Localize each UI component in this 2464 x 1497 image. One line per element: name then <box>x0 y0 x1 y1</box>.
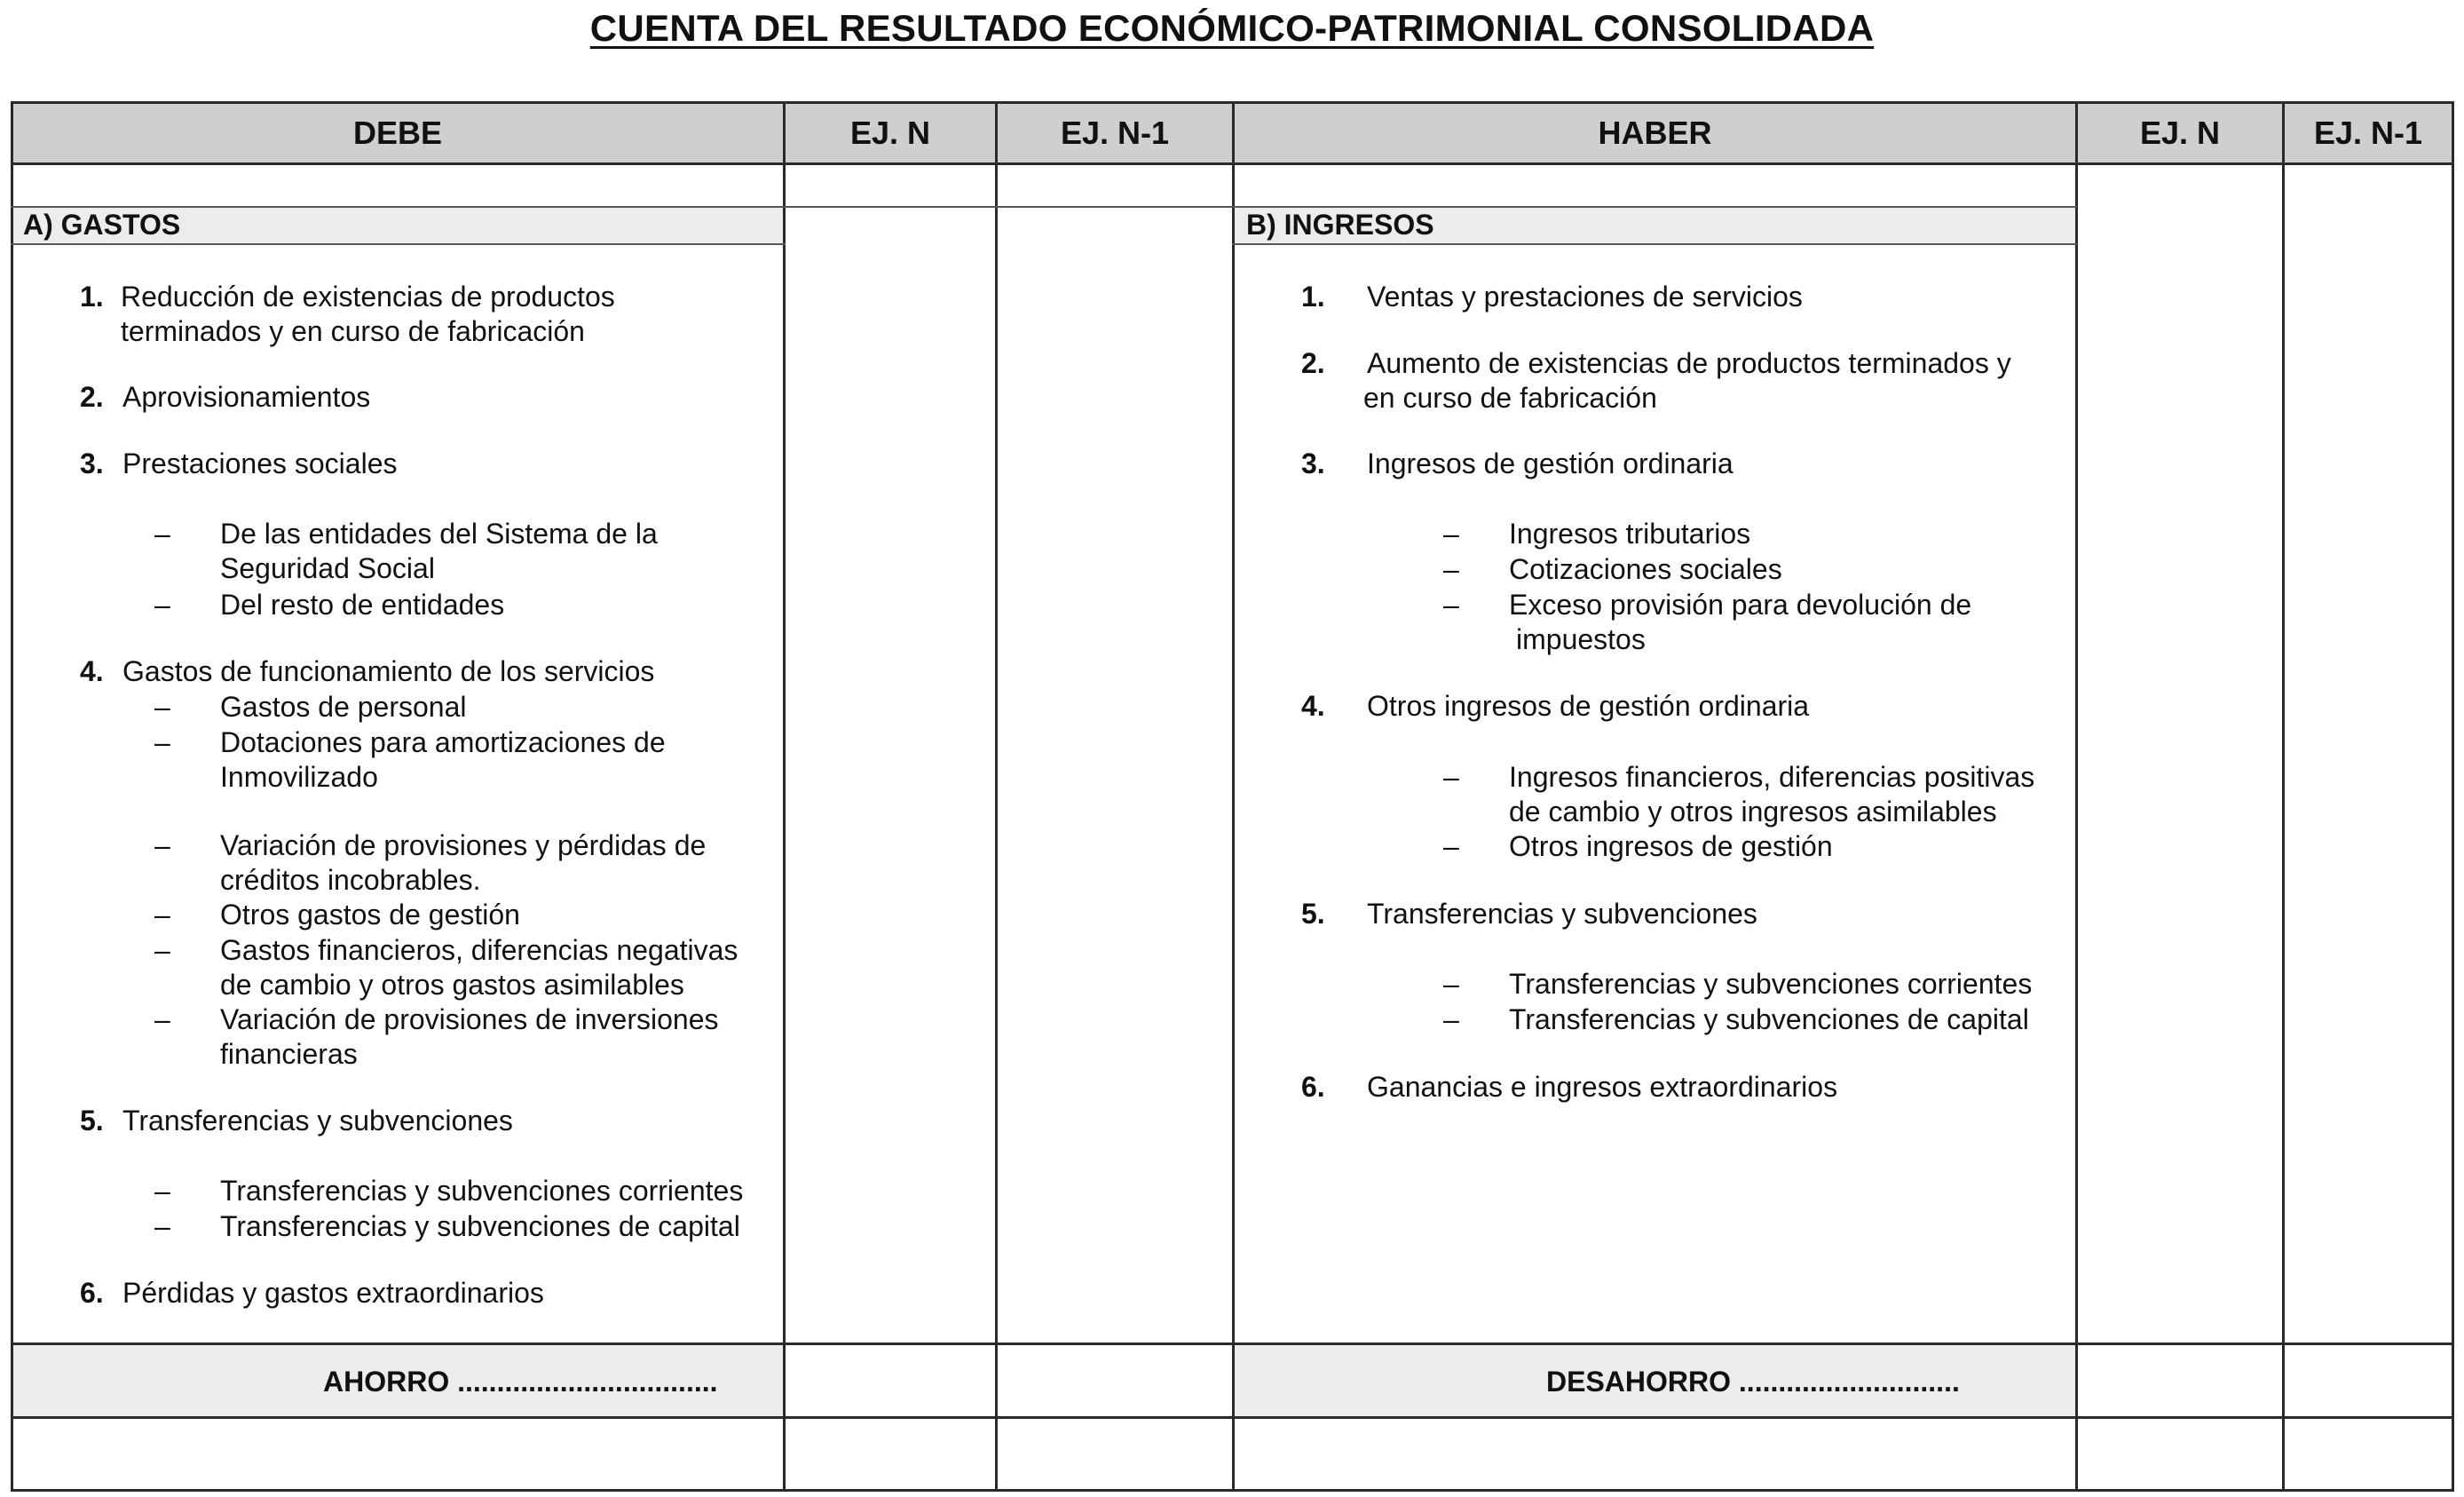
subitem-label: impuestos <box>1516 623 1646 655</box>
dash-bullet: – <box>1443 968 1459 1000</box>
dash-bullet: – <box>154 726 170 758</box>
dash-bullet: – <box>154 518 170 550</box>
header-ej-n-right: EJ. N <box>2139 115 2221 151</box>
subitem-label: financieras <box>220 1038 358 1070</box>
item-number: 3. <box>80 448 104 479</box>
subitem-label: Exceso provisión para devolución de <box>1509 589 1972 621</box>
item-number: 4. <box>1301 690 1325 722</box>
subitem-label: de cambio y otros ingresos asimilables <box>1509 796 1997 828</box>
grid-hline <box>11 206 2077 208</box>
grid-vline <box>2452 101 2454 1492</box>
subitem-label: Dotaciones para amortizaciones de <box>220 726 666 758</box>
ahorro-label: AHORRO ................................. <box>323 1365 718 1398</box>
subitem-label: Variación de provisiones y pérdidas de <box>220 829 707 861</box>
grid-vline <box>2282 101 2285 1492</box>
subitem-label: Gastos de personal <box>220 691 467 723</box>
item-number: 1. <box>1301 281 1325 313</box>
dash-bullet: – <box>1443 553 1459 585</box>
item-number: 1. <box>80 281 104 313</box>
dash-bullet: – <box>154 589 170 621</box>
item-label: Otros ingresos de gestión ordinaria <box>1367 690 1810 722</box>
subitem-label: Cotizaciones sociales <box>1509 553 1782 585</box>
dash-bullet: – <box>154 691 170 723</box>
item-label: Gastos de funcionamiento de los servicios <box>122 655 655 687</box>
dash-bullet: – <box>154 1003 170 1035</box>
subitem-label: Otros ingresos de gestión <box>1509 830 1833 862</box>
subitem-label: Transferencias y subvenciones corrientes <box>1509 968 2033 1000</box>
dash-bullet: – <box>154 934 170 966</box>
subitem-label: Transferencias y subvenciones corrientes <box>220 1175 744 1207</box>
item-label: Ganancias e ingresos extraordinarios <box>1367 1071 1838 1103</box>
header-ej-n1-right: EJ. N-1 <box>2313 115 2423 151</box>
header-haber: HABER <box>1598 115 1712 151</box>
item-label: Prestaciones sociales <box>122 448 398 479</box>
header-ej-n-left: EJ. N <box>849 115 931 151</box>
dash-bullet: – <box>1443 830 1459 862</box>
header-ej-n1-left: EJ. N-1 <box>1060 115 1170 151</box>
item-number: 2. <box>80 381 104 413</box>
item-number: 6. <box>80 1277 104 1309</box>
item-label: Aumento de existencias de productos terminados y <box>1367 347 2011 379</box>
item-label: Ventas y prestaciones de servicios <box>1367 281 1803 313</box>
dash-bullet: – <box>154 1175 170 1207</box>
item-number: 4. <box>80 655 104 687</box>
subitem-label: de cambio y otros gastos asimilables <box>220 969 684 1001</box>
grid-hline <box>1232 243 2077 245</box>
item-label: Pérdidas y gastos extraordinarios <box>122 1277 544 1309</box>
item-number: 6. <box>1301 1071 1325 1103</box>
dash-bullet: – <box>1443 589 1459 621</box>
grid-vline <box>1232 101 1235 1492</box>
grid-hline <box>11 243 786 245</box>
subitem-label: De las entidades del Sistema de la <box>220 518 658 550</box>
subitem-label: Variación de provisiones de inversiones <box>220 1003 719 1035</box>
header-debe: DEBE <box>352 115 443 151</box>
subitem-label: Gastos financieros, diferencias negativas <box>220 934 738 966</box>
dash-bullet: – <box>154 1210 170 1242</box>
item-number: 3. <box>1301 448 1325 479</box>
subitem-label: Inmovilizado <box>220 761 378 793</box>
section-ingresos: B) INGRESOS <box>1246 209 1434 241</box>
item-label: terminados y en curso de fabricación <box>121 315 585 347</box>
grid-vline <box>995 101 998 1492</box>
desahorro-label: DESAHORRO ............................ <box>1546 1365 1960 1398</box>
subitem-label: créditos incobrables. <box>220 864 481 896</box>
subitem-label: Transferencias y subvenciones de capital <box>220 1210 740 1242</box>
grid-vline <box>783 101 786 1492</box>
item-label: Transferencias y subvenciones <box>122 1105 513 1137</box>
grid-vline <box>11 101 13 1492</box>
dash-bullet: – <box>154 899 170 931</box>
dash-bullet: – <box>1443 518 1459 550</box>
subitem-label: Ingresos financieros, diferencias positivas <box>1509 761 2035 793</box>
grid-hline <box>11 1489 2454 1492</box>
dash-bullet: – <box>154 829 170 861</box>
item-label: Reducción de existencias de productos <box>121 281 615 313</box>
grid-hline <box>11 1343 2454 1345</box>
section-gastos: A) GASTOS <box>23 209 181 241</box>
subitem-label: Ingresos tributarios <box>1509 518 1751 550</box>
item-label: Transferencias y subvenciones <box>1367 898 1757 930</box>
item-label: Ingresos de gestión ordinaria <box>1367 448 1733 479</box>
grid-vline <box>2075 101 2078 1492</box>
dash-bullet: – <box>1443 1003 1459 1035</box>
subitem-label: Transferencias y subvenciones de capital <box>1509 1003 2029 1035</box>
subitem-label: Seguridad Social <box>220 552 435 584</box>
item-label: Aprovisionamientos <box>122 381 371 413</box>
item-label: en curso de fabricación <box>1363 382 1657 414</box>
subitem-label: Del resto de entidades <box>220 589 505 621</box>
item-number: 5. <box>1301 898 1325 930</box>
dash-bullet: – <box>1443 761 1459 793</box>
item-number: 5. <box>80 1105 104 1137</box>
page-title: CUENTA DEL RESULTADO ECONÓMICO-PATRIMONIAL CONSOLIDADA <box>589 7 1875 49</box>
subitem-label: Otros gastos de gestión <box>220 899 520 931</box>
item-number: 2. <box>1301 347 1325 379</box>
